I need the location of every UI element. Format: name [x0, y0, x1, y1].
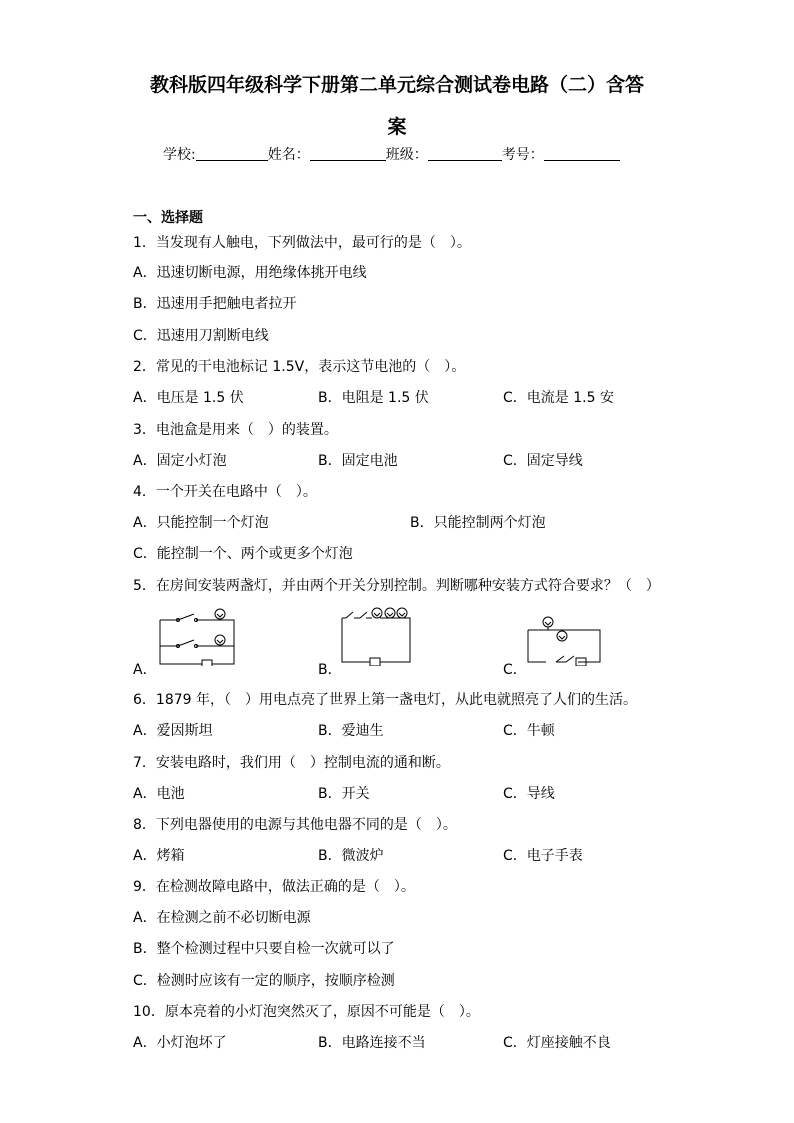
option-b[interactable]: B．开关: [318, 786, 370, 802]
class-label: 班级：: [385, 147, 428, 163]
option-a[interactable]: A．迅速切断电源，用绝缘体挑开电线: [133, 265, 367, 281]
class-blank[interactable]: [428, 146, 502, 161]
question-stem: 8．下列电器使用的电源与其他电器不同的是（ ）。: [133, 817, 457, 833]
option-b[interactable]: B．整个检测过程中只要自检一次就可以了: [133, 941, 395, 957]
option-b[interactable]: B．电阻是 1.5 伏: [318, 390, 429, 406]
name-label: 姓名：: [267, 147, 310, 163]
question-stem: 5．在房间安装两盏灯，并由两个开关分别控制。判断哪种安装方式符合要求？（ ）: [133, 578, 660, 594]
option-a[interactable]: A．小灯泡坏了: [133, 1035, 227, 1051]
option-b[interactable]: B．微波炉: [318, 848, 384, 864]
option-b[interactable]: B．固定电池: [318, 453, 398, 469]
option-a[interactable]: A．在检测之前不必切断电源: [133, 910, 311, 926]
question-stem: 4．一个开关在电路中（ ）。: [133, 484, 317, 500]
option-c[interactable]: C．固定导线: [503, 453, 583, 469]
option-a[interactable]: A．: [133, 662, 157, 678]
option-a[interactable]: A．电池: [133, 786, 185, 802]
question-stem: 9．在检测故障电路中，做法正确的是（ ）。: [133, 879, 415, 895]
question-stem: 2．常见的干电池标记 1.5V，表示这节电池的（ ）。: [133, 359, 466, 375]
option-c[interactable]: C．迅速用刀割断电线: [133, 328, 269, 344]
question-stem: 7．安装电路时，我们用（ ）控制电流的通和断。: [133, 755, 450, 771]
option-b[interactable]: B．迅速用手把触电者拉开: [133, 296, 297, 312]
option-c[interactable]: C．电子手表: [503, 848, 583, 864]
school-blank[interactable]: [196, 146, 268, 161]
option-b[interactable]: B．: [318, 662, 342, 678]
option-b[interactable]: B．爱迪生: [318, 723, 384, 739]
option-a[interactable]: A．固定小灯泡: [133, 453, 227, 469]
student-info-row: [163, 144, 620, 164]
circuit-diagram-c: [526, 610, 602, 666]
option-c[interactable]: C．检测时应该有一定的顺序，按顺序检测: [133, 973, 395, 989]
question-stem: 3．电池盒是用来（ ）的装置。: [133, 422, 338, 438]
option-a[interactable]: A．电压是 1.5 伏: [133, 390, 244, 406]
school-label: 学校:: [163, 147, 196, 163]
option-c[interactable]: C．能控制一个、两个或更多个灯泡: [133, 546, 353, 562]
option-a[interactable]: A．只能控制一个灯泡: [133, 515, 269, 531]
exam-no-label: 考号：: [501, 147, 544, 163]
option-a[interactable]: A．烤箱: [133, 848, 185, 864]
circuit-diagram-b: [340, 604, 412, 666]
page-title-line2: 案: [387, 116, 407, 138]
question-stem: 6．1879 年，（ ）用电点亮了世界上第一盏电灯，从此电就照亮了人们的生活。: [133, 692, 637, 708]
option-a[interactable]: A．爱因斯坦: [133, 723, 213, 739]
option-c[interactable]: C．电流是 1.5 安: [503, 390, 614, 406]
section-heading: 一、选择题: [133, 210, 203, 226]
exam-no-blank[interactable]: [544, 146, 620, 161]
option-c[interactable]: C．灯座接触不良: [503, 1035, 611, 1051]
circuit-diagram-a: [158, 606, 238, 666]
option-b[interactable]: B．只能控制两个灯泡: [410, 515, 546, 531]
option-c[interactable]: C．牛顿: [503, 723, 555, 739]
option-b[interactable]: B．电路连接不当: [318, 1035, 426, 1051]
question-stem: 10．原本亮着的小灯泡突然灭了，原因不可能是（ ）。: [133, 1004, 480, 1020]
option-c[interactable]: C．导线: [503, 786, 555, 802]
question-stem: 1．当发现有人触电，下列做法中，最可行的是（ ）。: [133, 235, 471, 251]
name-blank[interactable]: [310, 146, 386, 161]
option-c[interactable]: C．: [503, 662, 527, 678]
page-title-line1: 教科版四年级科学下册第二单元综合测试卷电路（二）含答: [149, 74, 644, 96]
